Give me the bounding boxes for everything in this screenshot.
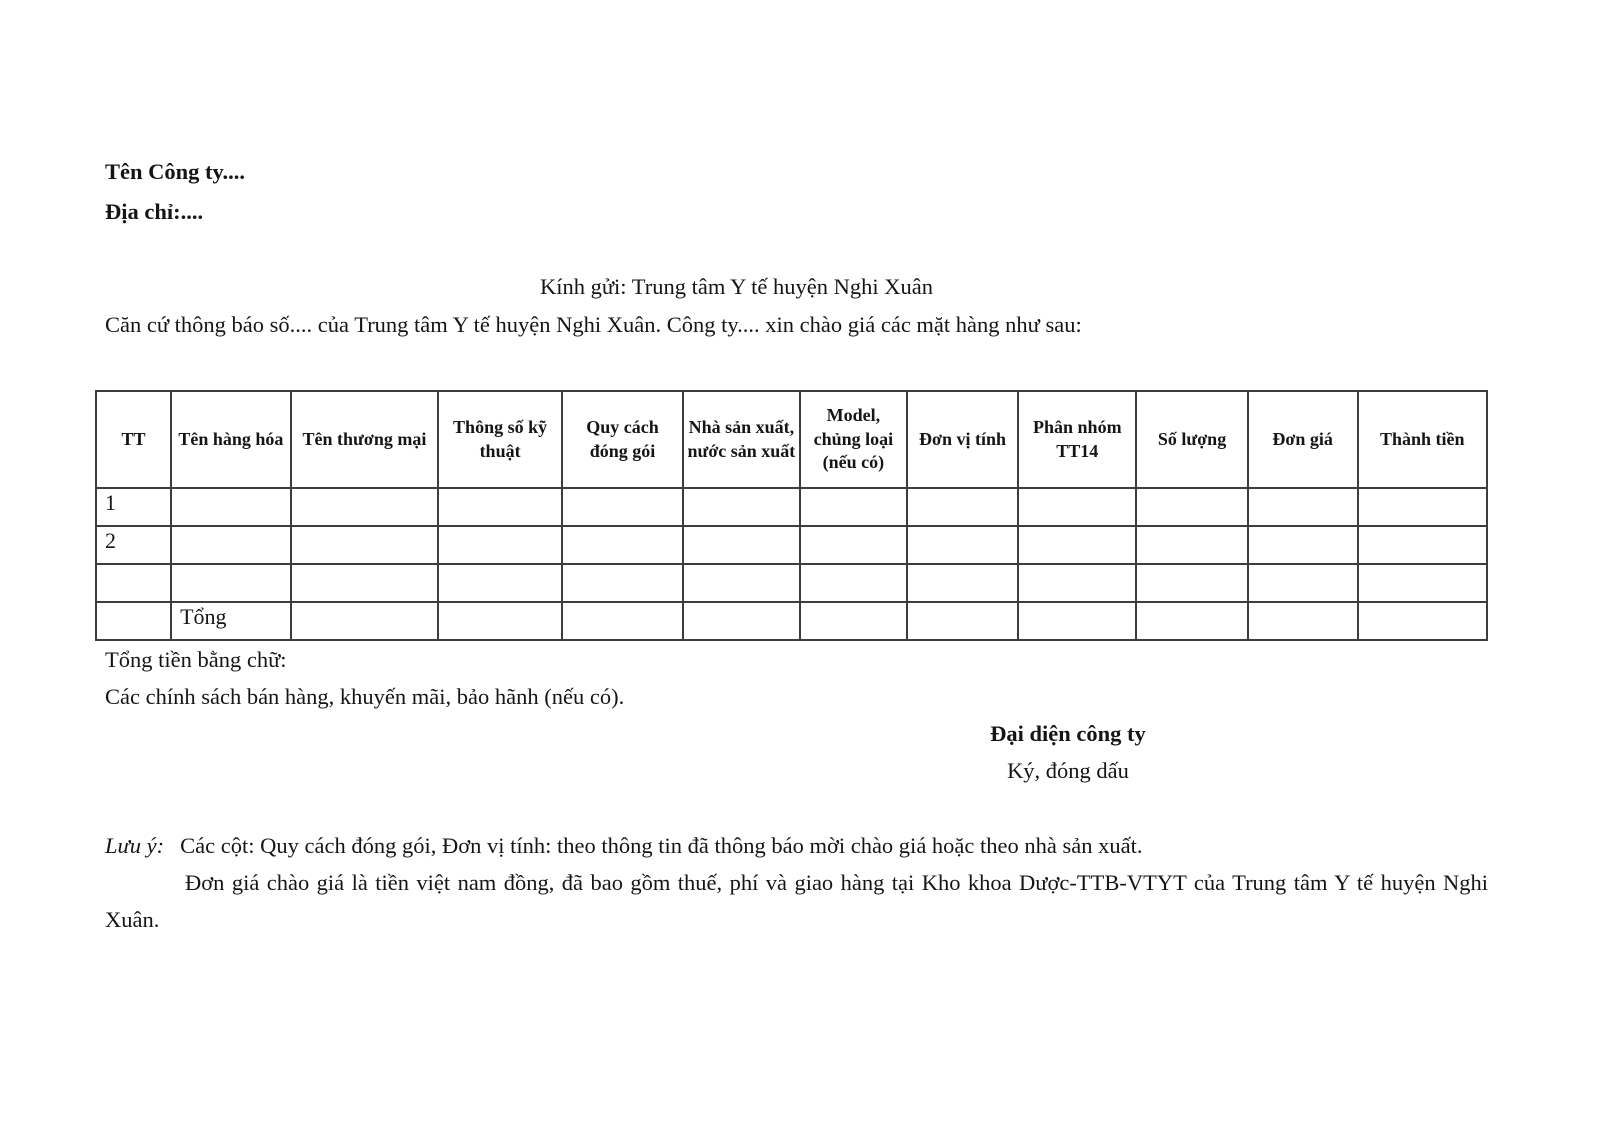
table-cell-1-6	[800, 526, 907, 564]
table-cell-2-11	[1358, 564, 1487, 602]
column-header-5: Nhà sản xuất, nước sản xuất	[683, 391, 800, 488]
table-cell-3-11	[1358, 602, 1487, 640]
table-cell-2-0	[96, 564, 171, 602]
company-block	[105, 152, 1488, 232]
note-line-1	[105, 827, 1488, 864]
column-header-10: Đơn giá	[1248, 391, 1358, 488]
table-cell-3-2	[291, 602, 438, 640]
table-row-0	[96, 488, 1487, 526]
table-cell-0-1	[171, 488, 291, 526]
table-header-row	[96, 391, 1487, 488]
signature-subtitle: Ký, đóng dấu	[1007, 758, 1129, 783]
table-cell-1-7	[907, 526, 1018, 564]
table-cell-0-2	[291, 488, 438, 526]
table-cell-3-0	[96, 602, 171, 640]
after-table-block	[105, 641, 1488, 938]
table-cell-1-9	[1136, 526, 1247, 564]
notes-block	[105, 827, 1488, 938]
table-cell-3-7	[907, 602, 1018, 640]
column-header-0: TT	[96, 391, 171, 488]
table-cell-2-5	[683, 564, 800, 602]
total-in-words-label: Tổng tiền bằng chữ:	[105, 647, 287, 672]
table-cell-1-4	[562, 526, 683, 564]
column-header-8: Phân nhóm TT14	[1018, 391, 1136, 488]
table-row-2	[96, 564, 1487, 602]
column-header-3: Thông số kỹ thuật	[438, 391, 562, 488]
table-cell-0-10	[1248, 488, 1358, 526]
table-cell-0-8	[1018, 488, 1136, 526]
quote-table	[95, 390, 1488, 641]
table-cell-2-10	[1248, 564, 1358, 602]
signature-block	[918, 715, 1218, 789]
company-name: Tên Công ty....	[105, 159, 246, 184]
table-cell-3-5	[683, 602, 800, 640]
table-cell-2-8	[1018, 564, 1136, 602]
column-header-1: Tên hàng hóa	[171, 391, 291, 488]
table-cell-0-3	[438, 488, 562, 526]
table-cell-1-11	[1358, 526, 1487, 564]
table-cell-0-6	[800, 488, 907, 526]
table-cell-3-10	[1248, 602, 1358, 640]
table-cell-2-3	[438, 564, 562, 602]
table-cell-1-0: 2	[96, 526, 171, 564]
table-cell-0-11	[1358, 488, 1487, 526]
table-cell-3-6	[800, 602, 907, 640]
table-cell-0-9	[1136, 488, 1247, 526]
table-cell-1-10	[1248, 526, 1358, 564]
column-header-11: Thành tiền	[1358, 391, 1487, 488]
signature-title: Đại diện công ty	[990, 721, 1146, 746]
table-cell-0-4	[562, 488, 683, 526]
column-header-7: Đơn vị tính	[907, 391, 1018, 488]
table-cell-0-7	[907, 488, 1018, 526]
table-row-3	[96, 602, 1487, 640]
note-line-2: Đơn giá chào giá là tiền việt nam đồng, đã bao gồm thuế, phí và giao hàng tại Kho khoa Dược-TTB-VTYT của Trung tâm Y tế huyện Nghi Xuân.	[105, 870, 1488, 932]
table-body	[96, 488, 1487, 640]
column-header-9: Số lượng	[1136, 391, 1247, 488]
table-cell-1-3	[438, 526, 562, 564]
table-row-1	[96, 526, 1487, 564]
salutation-line: Kính gửi: Trung tâm Y tế huyện Nghi Xuân	[539, 274, 933, 299]
table-cell-2-7	[907, 564, 1018, 602]
table-cell-1-1	[171, 526, 291, 564]
table-cell-3-3	[438, 602, 562, 640]
intro-line: Căn cứ thông báo số.... của Trung tâm Y tế huyện Nghi Xuân. Công ty.... xin chào giá các mặt hàng như sau:	[105, 312, 1082, 337]
column-header-2: Tên thương mại	[291, 391, 438, 488]
table-cell-3-9	[1136, 602, 1247, 640]
table-cell-1-2	[291, 526, 438, 564]
table-cell-2-1	[171, 564, 291, 602]
table-cell-0-5	[683, 488, 800, 526]
table-cell-3-4	[562, 602, 683, 640]
note-label: Lưu ý:	[105, 833, 165, 858]
note-text-1: Các cột: Quy cách đóng gói, Đơn vị tính: theo thông tin đã thông báo mời chào giá hoặc theo nhà sản xuất.	[180, 833, 1143, 858]
table-cell-1-8	[1018, 526, 1136, 564]
table-cell-0-0: 1	[96, 488, 171, 526]
header-row	[96, 391, 1487, 488]
company-address: Địa chỉ:....	[105, 199, 204, 224]
table-cell-2-6	[800, 564, 907, 602]
table-cell-3-1: Tổng	[171, 602, 291, 640]
column-header-4: Quy cách đóng gói	[562, 391, 683, 488]
table-cell-2-9	[1136, 564, 1247, 602]
table-cell-1-5	[683, 526, 800, 564]
table-cell-3-8	[1018, 602, 1136, 640]
column-header-6: Model, chủng loại (nếu có)	[800, 391, 907, 488]
table-cell-2-2	[291, 564, 438, 602]
policies-line: Các chính sách bán hàng, khuyến mãi, bảo hãnh (nếu có).	[105, 684, 625, 709]
table-cell-2-4	[562, 564, 683, 602]
